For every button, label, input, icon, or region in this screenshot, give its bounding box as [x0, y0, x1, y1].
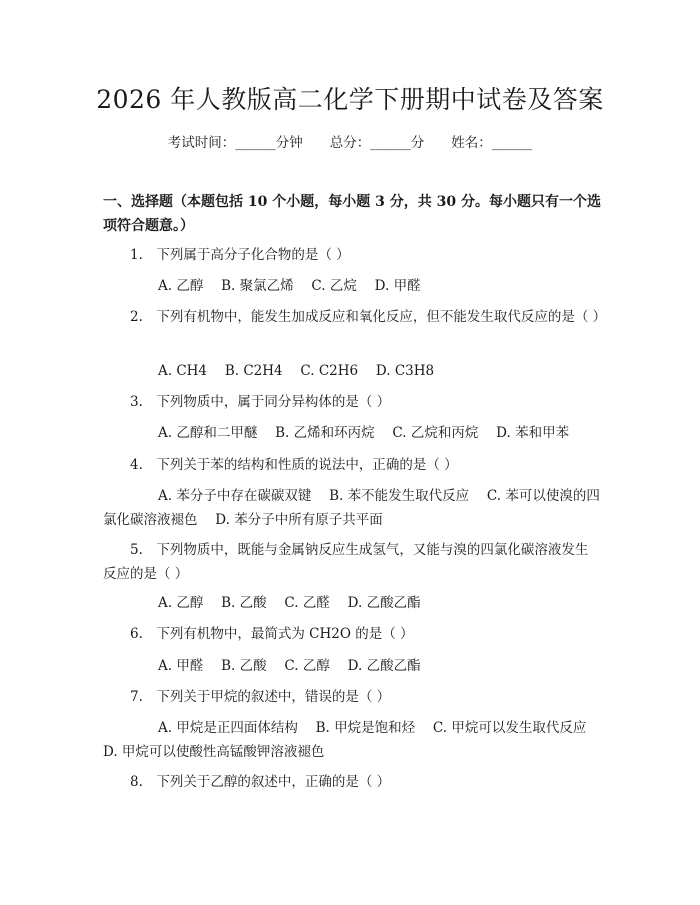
question-3-stem: 3. 下列物质中，属于同分异构体的是（ ）	[130, 394, 391, 410]
question-7-options: A. 甲烷是正四面体结构 B. 甲烷是饱和烃 C. 甲烷可以发生取代反应 D. 甲烷可以使酸性高锰酸钾溶液褪色	[103, 720, 605, 760]
page-title: 2026 年人教版高二化学下册期中试卷及答案	[96, 85, 604, 114]
question-6-options: A. 甲醛 B. 乙酸 C. 乙醇 D. 乙酸乙酯	[158, 658, 421, 674]
question-2-stem: 2. 下列有机物中，能发生加成反应和氧化反应，但不能发生取代反应的是（ ）	[130, 309, 607, 325]
question-3-options: A. 乙醇和二甲醚 B. 乙烯和环丙烷 C. 乙烷和丙烷 D. 苯和甲苯	[158, 425, 570, 441]
exam-info-line: 考试时间：______分钟 总分：______分 姓名：______	[167, 135, 533, 151]
question-6-stem: 6. 下列有机物中，最简式为 CH2O 的是（ ）	[130, 626, 414, 642]
question-1-options: A. 乙醇 B. 聚氯乙烯 C. 乙烷 D. 甲醛	[158, 278, 421, 294]
section-heading-choice: 一、选择题（本题包括 10 个小题，每小题 3 分，共 30 分。每小题只有一个选项符合题意。）	[103, 194, 601, 234]
question-7-stem: 7. 下列关于甲烷的叙述中，错误的是（ ）	[130, 689, 391, 705]
question-2-options: A. CH4 B. C2H4 C. C2H6 D. C3H8	[158, 363, 435, 379]
question-5-options: A. 乙醇 B. 乙酸 C. 乙醛 D. 乙酸乙酯	[158, 595, 421, 611]
question-4-options: A. 苯分子中存在碳碳双键 B. 苯不能发生取代反应 C. 苯可以使溴的四氯化碳溶液褪色 D. 苯分子中所有原子共平面	[103, 488, 600, 528]
question-8-stem: 8. 下列关于乙醇的叙述中，正确的是（ ）	[130, 774, 391, 790]
question-5-stem: 5. 下列物质中，既能与金属钠反应生成氢气，又能与溴的四氯化碳溶液发生反应的是（ ）	[103, 542, 589, 582]
question-1-stem: 1. 下列属于高分子化合物的是（ ）	[130, 247, 350, 263]
question-4-stem: 4. 下列关于苯的结构和性质的说法中，正确的是（ ）	[130, 457, 458, 473]
